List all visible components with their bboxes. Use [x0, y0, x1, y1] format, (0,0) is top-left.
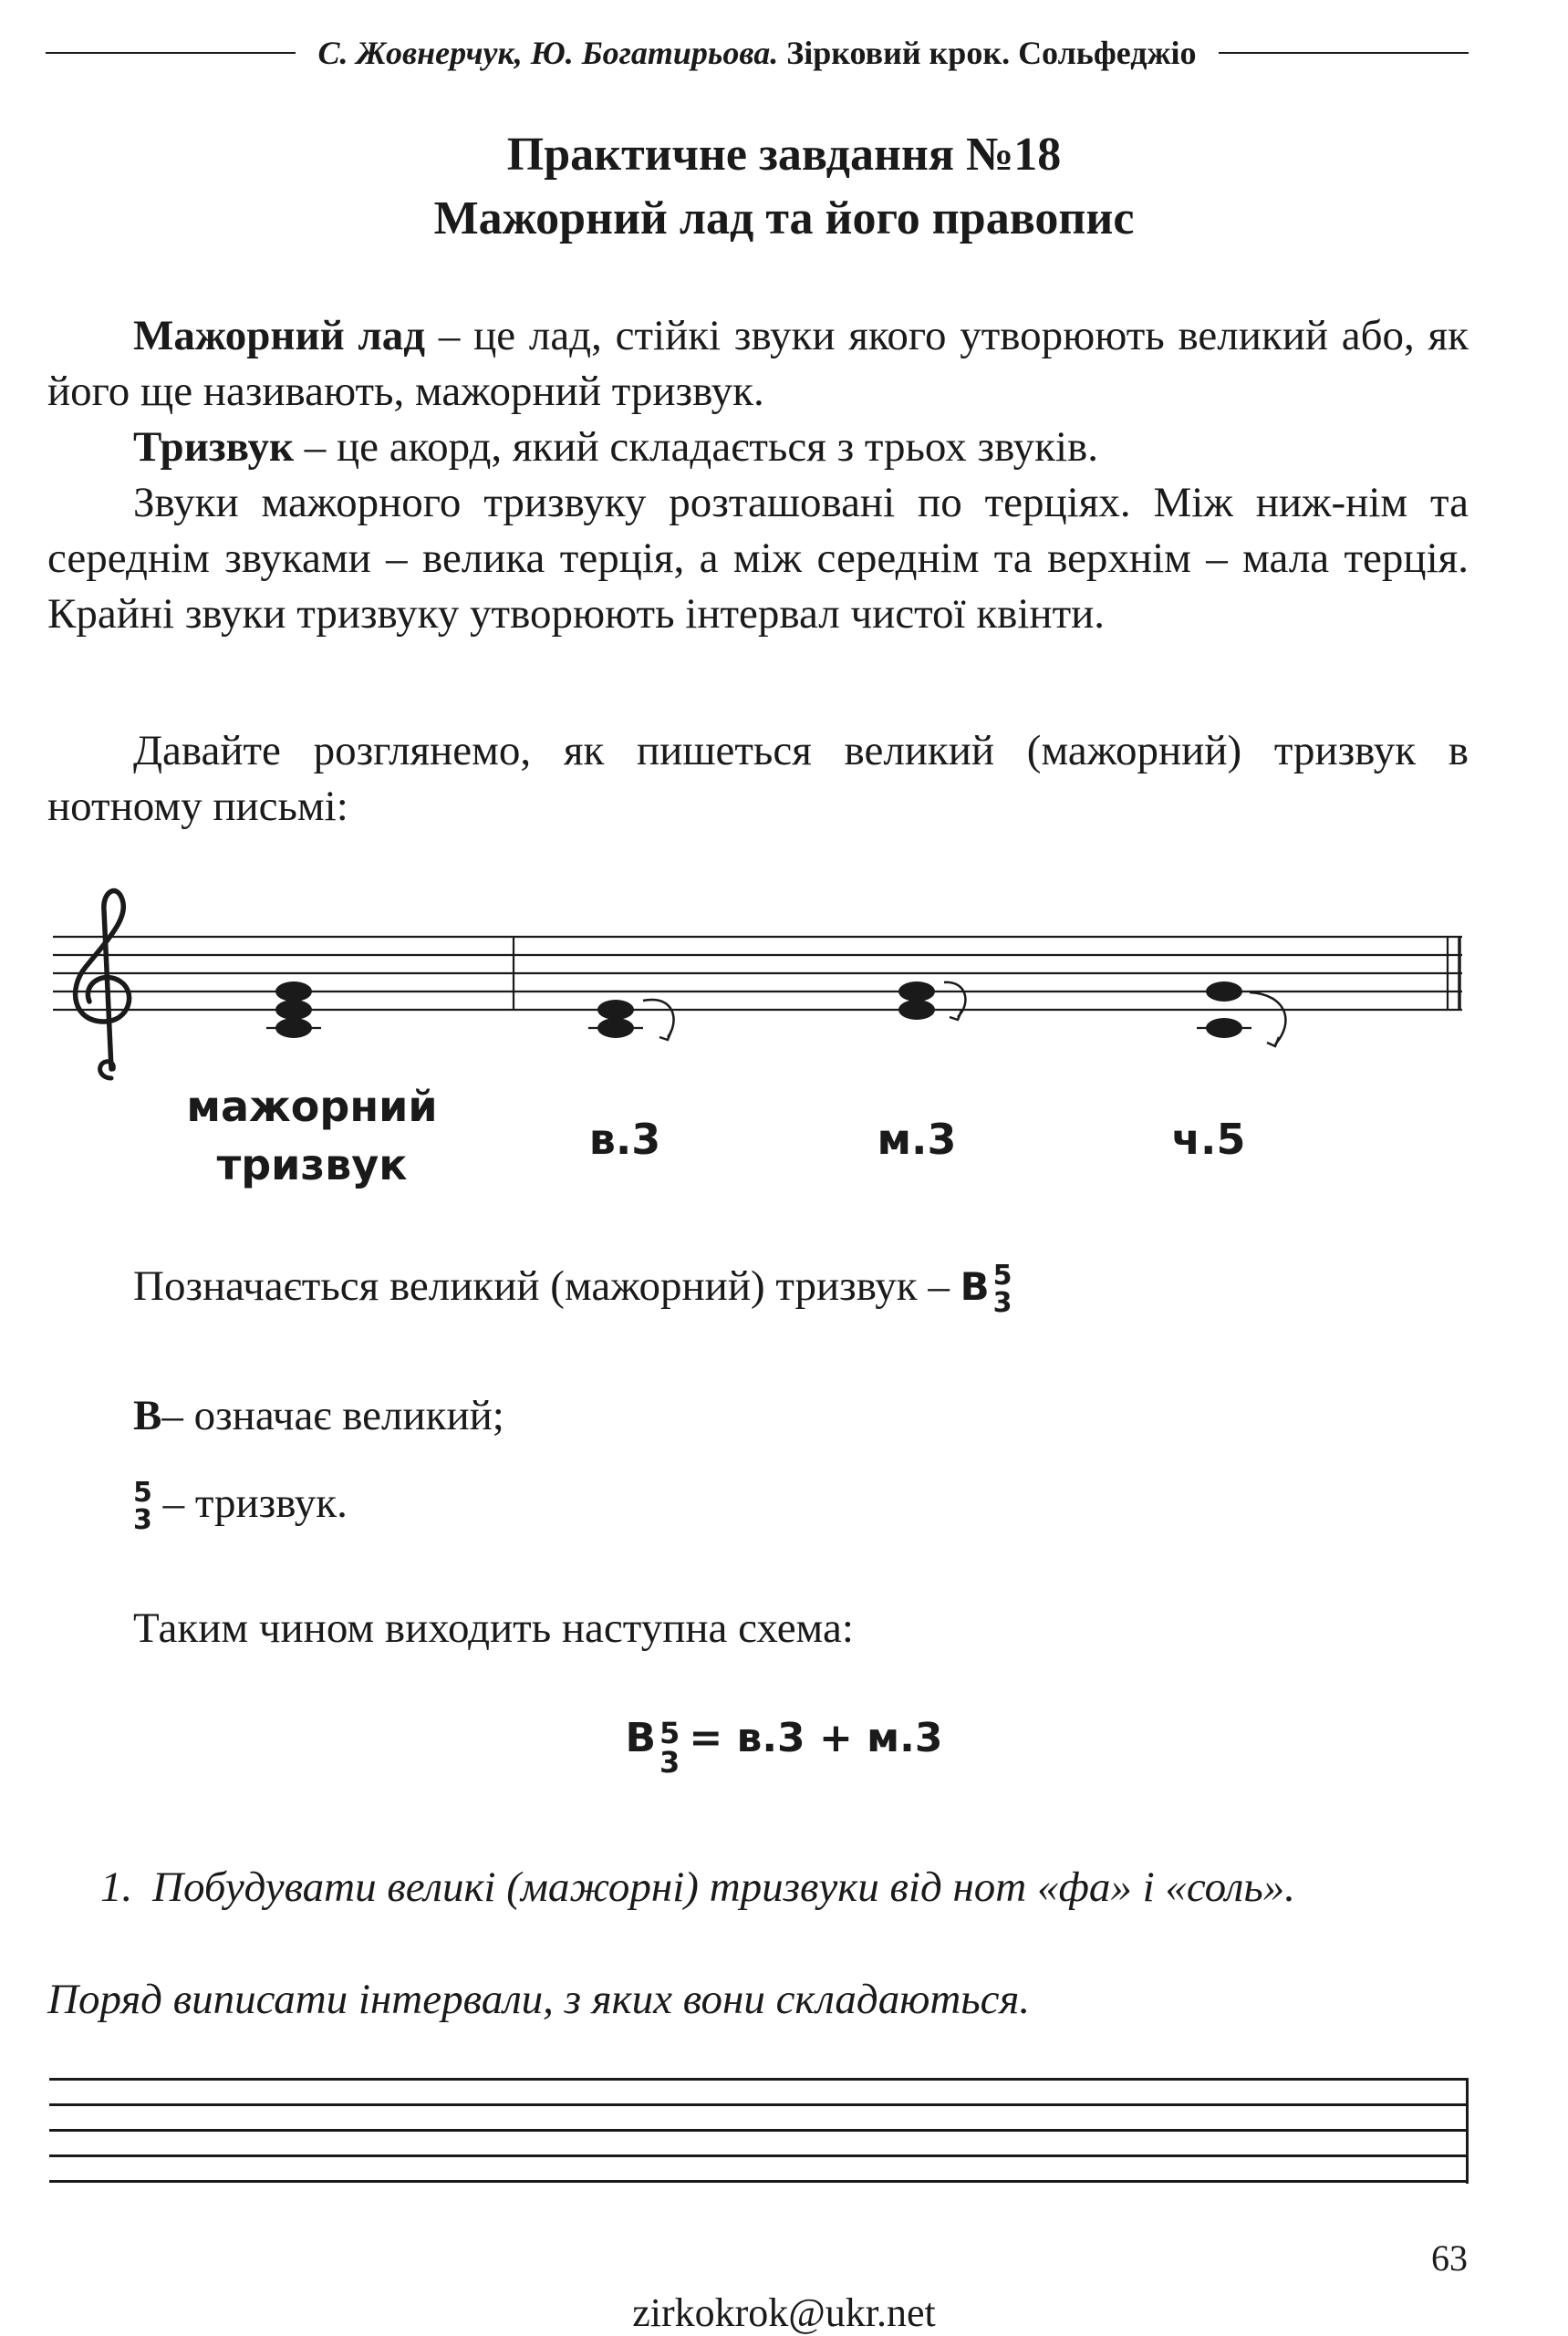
label-minor-third: м.3 [877, 1115, 957, 1164]
triad-term: Тризвук [133, 423, 295, 471]
figure-bottom: 3 [992, 1287, 1012, 1320]
scheme-formula [0, 1715, 1568, 1781]
designation-letter: В [960, 1264, 990, 1309]
legend-figure-meaning: – тризвук. [162, 1479, 348, 1527]
scheme-figure-top: 5 [659, 1716, 680, 1751]
interval-minor-third [898, 981, 965, 1020]
header-authors: С. Жовнерчук, Ю. Богатирьова. [317, 35, 779, 71]
task-subtext: Поряд виписати інтервали, з яких вони складаються. [47, 1976, 1031, 2023]
legend-figure-bottom: 3 [133, 1504, 152, 1537]
task-number: 1. [100, 1864, 133, 1911]
label-triad-line2: тризвук [216, 1140, 408, 1189]
footer-email: zirkokrok@ukr.net [632, 2290, 936, 2335]
designation-line [133, 1259, 1410, 1320]
triad-text: – це акорд, який складається з трьох звуків. [294, 423, 1098, 471]
scheme-letter: В [625, 1715, 657, 1761]
writing-staff [49, 2078, 1469, 2184]
page-title-line1: Практичне завдання №18 [506, 129, 1062, 181]
notation-lead-paragraph [47, 723, 1469, 835]
header-rule-left [46, 52, 296, 54]
figure-top: 5 [992, 1260, 1012, 1293]
task-text: Побудувати великі (мажорні) тризвуки від нот «фа» і «соль». [152, 1864, 1296, 1911]
legend-figure-stack [133, 1477, 152, 1537]
legend-figure-top: 5 [133, 1477, 152, 1510]
interval-major-third [588, 1000, 674, 1040]
header-book-title: Зірковий крок. Сольфеджіо [786, 35, 1197, 71]
scheme-formula-text: = в.3 + м.3 [689, 1715, 943, 1761]
thirds-text: Звуки мажорного тризвуку розташовані по терціях. Між ниж-нім та середнім звуками – велика терція, а між середнім та верхнім – мала терція. Крайні звуки тризвуку утворюють інтервал чистої квінти. [47, 479, 1469, 638]
running-header [46, 35, 1469, 71]
scheme-figure-bottom: 3 [659, 1745, 680, 1781]
major-mode-term: Мажорний лад [133, 312, 426, 359]
scheme-lead: Таким чином виходить наступна схема: [133, 1604, 854, 1652]
label-triad-line1: мажорний [186, 1082, 438, 1131]
header-rule-right [1219, 52, 1469, 54]
label-perfect-fifth: ч.5 [1171, 1115, 1246, 1164]
thirds-paragraph [47, 475, 1469, 642]
page-title-line2: Мажорний лад та його правопис [433, 192, 1135, 244]
header-text [296, 34, 1218, 72]
writing-staff-barline [1466, 2078, 1469, 2184]
legend-b-letter: В [133, 1392, 162, 1439]
page-number: 63 [1431, 2237, 1468, 2279]
music-staff [46, 876, 1478, 1085]
notation-lead-text: Давайте розглянемо, як пишеться великий (мажорний) тризвук в нотному письмі: [47, 727, 1469, 830]
legend-b [133, 1388, 1410, 1444]
legend-b-meaning: – означає великий; [161, 1392, 504, 1439]
legend-figure [133, 1476, 1410, 1537]
triad-figure [992, 1260, 1012, 1320]
task-1 [100, 1863, 1295, 1912]
major-mode-text: – це лад, стійкі звуки якого утворюють великий або, як його ще називають, мажорний тризвук. [47, 312, 1469, 415]
treble-clef-icon [76, 891, 130, 1078]
scheme-figure [659, 1716, 680, 1781]
designation-text: Позначається великий (мажорний) тризвук – [133, 1262, 950, 1310]
triad-definition [47, 420, 1469, 475]
label-major-third: в.3 [588, 1115, 661, 1164]
major-mode-definition [47, 308, 1469, 420]
